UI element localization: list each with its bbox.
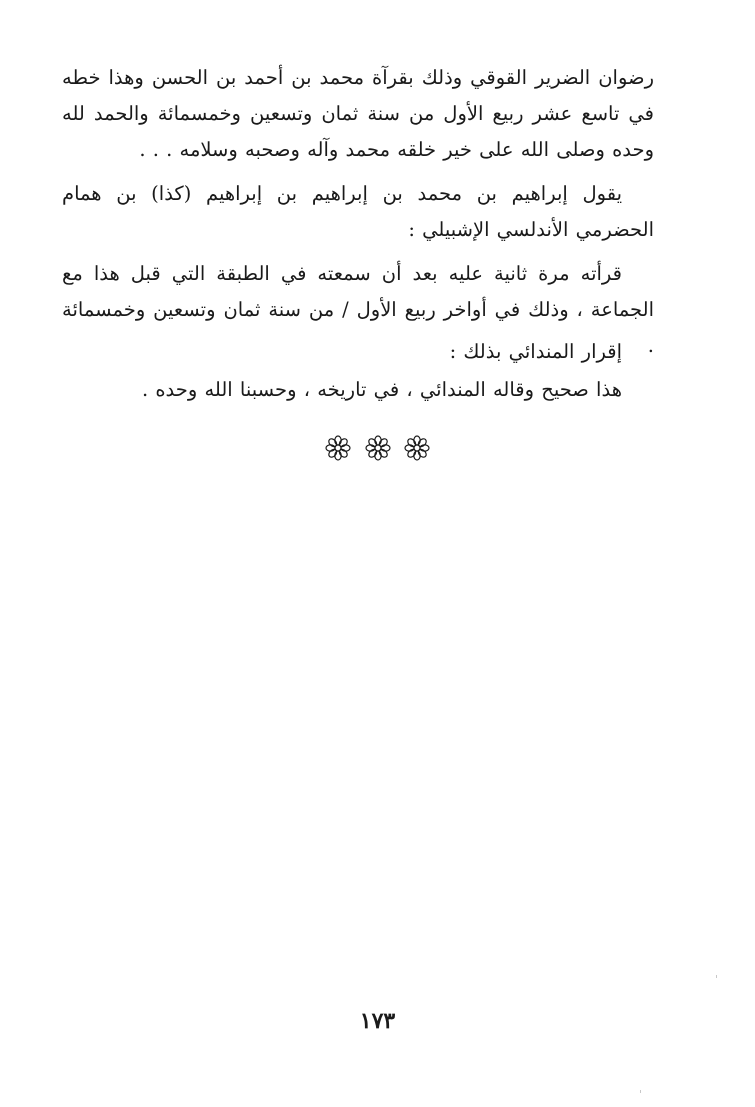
- paragraph-ibrahim-statement: يقول إبراهيم بن محمد بن إبراهيم بن إبراهيم (كذا) بن همام الحضرمي الأندلسي الإشبيلي :: [62, 182, 654, 241]
- rosette-flower-icon: [324, 434, 352, 462]
- paragraph-reading-record: رضوان الضرير القوقي وذلك بقرآة محمد بن أحمد بن الحسن وهذا خطه في تاسع عشر ربيع الأول من سنة ثمان وتسعين وخمسمائة والحمد لله وحده وصلى الله على خير خلقه محمد وآله وصحبه وسلامه . . .: [62, 66, 654, 161]
- rosette-flower-icon: [364, 434, 392, 462]
- page-number: ١٧٣: [359, 1008, 396, 1034]
- section-divider-ornaments: [0, 434, 755, 462]
- scan-speck: [640, 1090, 641, 1093]
- scan-speck: [716, 975, 717, 978]
- rosette-flower-icon: [403, 434, 431, 462]
- paragraph-second-reading: قرأته مرة ثانية عليه بعد أن سمعته في الطبقة التي قبل هذا مع الجماعة ، وذلك في أواخر ربيع الأول / من سنة ثمان وتسعين وخمسمائة .: [62, 262, 654, 357]
- paragraph-mandai-heading: إقرار المندائي بذلك :: [449, 340, 622, 363]
- paragraph-mandai-confirmation: هذا صحيح وقاله المندائي ، في تاريخه ، وحسبنا الله وحده .: [141, 378, 622, 401]
